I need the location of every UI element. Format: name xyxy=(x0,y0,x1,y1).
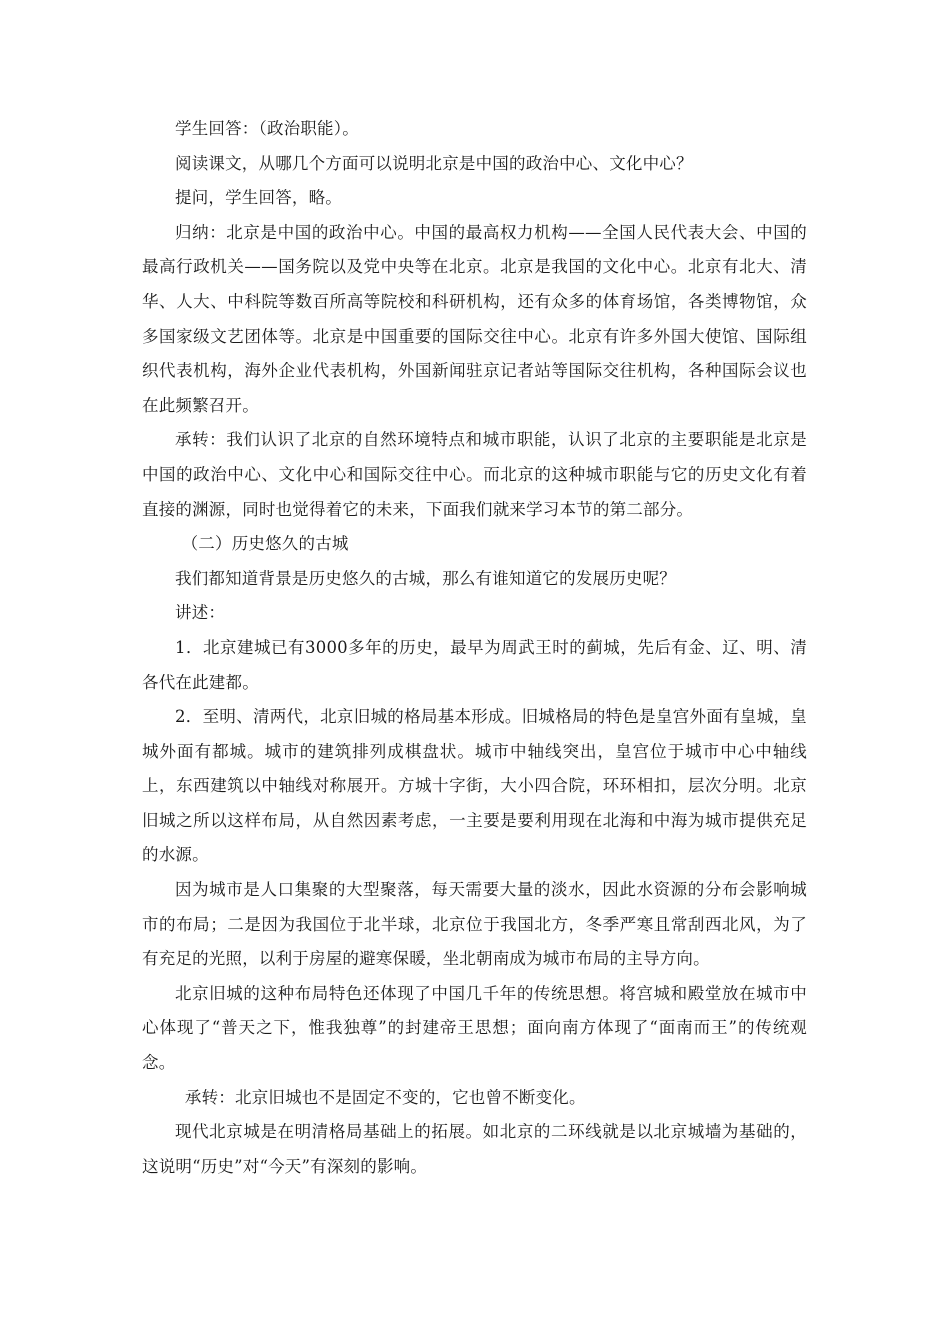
paragraph-transition-1: 承转：我们认识了北京的自然环境特点和城市职能，认识了北京的主要职能是北京是中国的政治中心、文化中心和国际交往中心。而北京的这种城市职能与它的历史文化有着直接的渊源，同时也觉得着它的未来，下面我们就来学习本节的第二部分。 xyxy=(142,430,807,519)
list-item-2: 2．至明、清两代，北京旧城的格局基本形成。旧城格局的特色是皇宫外面有皇城，皇城外面有都城。城市的建筑排列成棋盘状。城市中轴线突出，皇宫位于城市中心中轴线上，东西建筑以中轴线对称展开。方城十字街，大小四合院，环环相扣，层次分明。北京旧城之所以这样布局，从自然因素考虑，一主要是要利用现在北海和中海为城市提供充足的水源。 xyxy=(142,707,807,865)
paragraph-reading-question: 阅读课文，从哪几个方面可以说明北京是中国的政治中心、文化中心？ xyxy=(175,153,693,173)
paragraph-modern-beijing: 现代北京城是在明清格局基础上的拓展。如北京的二环线就是以北京城墙为基础的，这说明“历史”对“今天”有深刻的影响。 xyxy=(142,1122,807,1176)
paragraph-traditional-thought: 北京旧城的这种布局特色还体现了中国几千年的传统思想。将宫城和殿堂放在城市中心体现了“普天之下，惟我独尊”的封建帝王思想；面向南方体现了“面南而王”的传统观念。 xyxy=(142,983,807,1073)
paragraph-history-question: 我们都知道背景是历史悠久的古城，那么有谁知道它的发展历史呢？ xyxy=(175,568,676,588)
paragraph-ask-answer: 提问，学生回答，略。 xyxy=(175,188,342,208)
paragraph-transition-2: 承转：北京旧城也不是固定不变的，它也曾不断变化。 xyxy=(184,1087,586,1107)
paragraph-narration-label: 讲述： xyxy=(175,603,226,623)
document-body xyxy=(142,112,807,1184)
paragraph-water-and-sun: 因为城市是人口集聚的大型聚落，每天需要大量的淡水，因此水资源的分布会影响城市的布局；二是因为我国位于北半球，北京位于我国北方，冬季严寒且常刮西北风，为了有充足的光照，以利于房屋的避寒保暖，坐北朝南成为城市布局的主导方向。 xyxy=(142,880,807,969)
paragraph-summary: 归纳：北京是中国的政治中心。中国的最高权力机构——全国人民代表大会、中国的最高行政机关——国务院以及党中央等在北京。北京是我国的文化中心。北京有北大、清华、人大、中科院等数百所高等院校和科研机构，还有众多的体育场馆，各类博物馆，众多国家级文艺团体等。北京是中国重要的国际交往中心。北京有许多外国大使馆、国际组织代表机构，海外企业代表机构，外国新闻驻京记者站等国际交往机构，各种国际会议也在此频繁召开。 xyxy=(142,222,807,415)
paragraph-student-answer: 学生回答：（政治职能）。 xyxy=(175,119,359,138)
section-heading-ancient-city: （二）历史悠久的古城 xyxy=(181,534,349,554)
list-item-1: 1．北京建城已有3000多年的历史，最早为周武王时的蓟城，先后有金、辽、明、清各代在此建都。 xyxy=(142,637,807,692)
